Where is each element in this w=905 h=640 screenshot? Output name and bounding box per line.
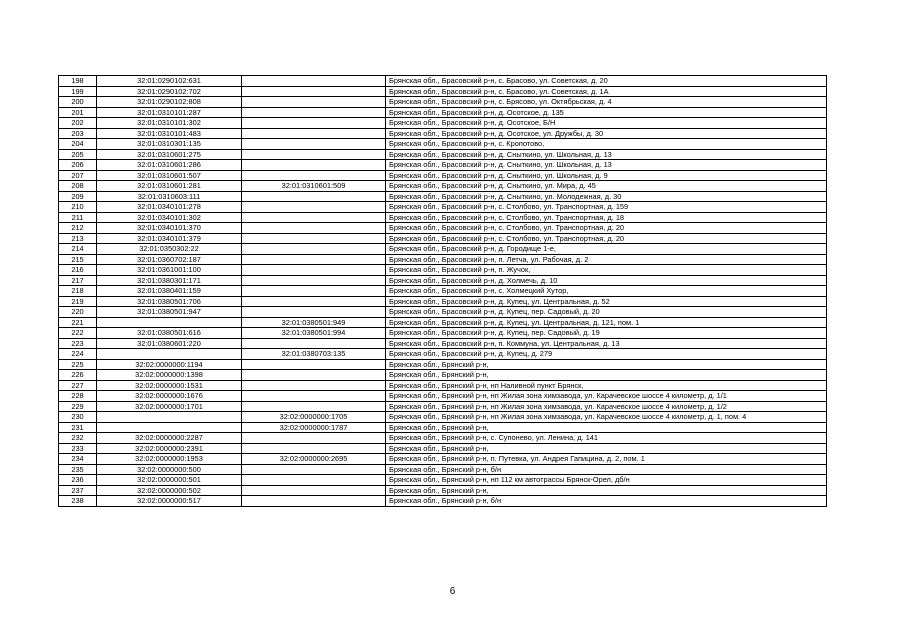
address-cell: Брянская обл., Брасовский р-н, д. Купец, ул. Центральная, д. 121, пом. 1: [386, 317, 827, 328]
row-number-cell: 200: [59, 97, 97, 108]
cadastral-number-cell: 32:01:0290102:808: [97, 97, 242, 108]
table-row: [59, 359, 827, 370]
address-cell: Брянская обл., Брасовский р-н, д. Купец, д. 279: [386, 349, 827, 360]
table-row: [59, 212, 827, 223]
cadastral-number-cell: 32:02:0000000:500: [97, 464, 242, 475]
linked-cadastral-number-cell: [242, 233, 386, 244]
address-cell: Брянская обл., Брасовский р-н, д. Сныткино, ул. Школьная, д. 9: [386, 170, 827, 181]
cadastral-number-cell: 32:01:0340101:302: [97, 212, 242, 223]
address-cell: Брянская обл., Брасовский р-н, д. Сныткино, ул. Школьная, д. 13: [386, 160, 827, 171]
linked-cadastral-number-cell: [242, 97, 386, 108]
table-row: [59, 464, 827, 475]
address-cell: Брянская обл., Брянский р-н, нп Жилая зона химзавода, ул. Карачевское шоссе 4 километр, д. 1, пом. 4: [386, 412, 827, 423]
table-row: [59, 380, 827, 391]
linked-cadastral-number-cell: [242, 139, 386, 150]
row-number-cell: 214: [59, 244, 97, 255]
linked-cadastral-number-cell: [242, 485, 386, 496]
cadastral-number-cell: 32:01:0360702:187: [97, 254, 242, 265]
row-number-cell: 233: [59, 443, 97, 454]
cadastral-number-cell: 32:02:0000000:1701: [97, 401, 242, 412]
cadastral-number-cell: 32:01:0380501:706: [97, 296, 242, 307]
linked-cadastral-number-cell: [242, 338, 386, 349]
address-cell: Брянская обл., Брянский р-н, нп Жилая зона химзавода, ул. Карачевское шоссе 4 километр, д. 1/1: [386, 391, 827, 402]
address-cell: Брянская обл., Брянский р-н, нп 112 км автотрассы Брянск-Орел, дб/н: [386, 475, 827, 486]
cadastral-number-cell: 32:02:0000000:517: [97, 496, 242, 507]
address-cell: Брянская обл., Брасовский р-н, д. Купец, ул. Центральная, д. 52: [386, 296, 827, 307]
linked-cadastral-number-cell: [242, 296, 386, 307]
cadastral-number-cell: 32:01:0310301:135: [97, 139, 242, 150]
row-number-cell: 202: [59, 118, 97, 129]
cadastral-number-cell: 32:01:0310601:507: [97, 170, 242, 181]
table-row: [59, 223, 827, 234]
table-row: [59, 349, 827, 360]
linked-cadastral-number-cell: 32:01:0310601:509: [242, 181, 386, 192]
row-number-cell: 198: [59, 76, 97, 87]
table-row: [59, 233, 827, 244]
table-row: [59, 412, 827, 423]
table-row: [59, 265, 827, 276]
address-cell: Брянская обл., Брянский р-н, п. Путевка, ул. Андрея Гапицина, д. 2, пом. 1: [386, 454, 827, 465]
cadastral-number-cell: 32:02:0000000:502: [97, 485, 242, 496]
linked-cadastral-number-cell: [242, 443, 386, 454]
row-number-cell: 206: [59, 160, 97, 171]
table-row: [59, 443, 827, 454]
linked-cadastral-number-cell: [242, 380, 386, 391]
address-cell: Брянская обл., Брянский р-н, б/н: [386, 496, 827, 507]
address-cell: Брянская обл., Брасовский р-н, п. Коммуна, ул. Центральная, д. 13: [386, 338, 827, 349]
row-number-cell: 203: [59, 128, 97, 139]
table-row: [59, 370, 827, 381]
cadastral-number-cell: 32:01:0340101:379: [97, 233, 242, 244]
address-cell: Брянская обл., Брасовский р-н, д. Сныткино, ул. Школьная, д. 13: [386, 149, 827, 160]
linked-cadastral-number-cell: 32:02:0000000:1787: [242, 422, 386, 433]
row-number-cell: 219: [59, 296, 97, 307]
linked-cadastral-number-cell: [242, 191, 386, 202]
linked-cadastral-number-cell: [242, 244, 386, 255]
table-row: [59, 317, 827, 328]
cadastral-number-cell: 32:02:0000000:1194: [97, 359, 242, 370]
cadastral-number-cell: 32:02:0000000:2287: [97, 433, 242, 444]
address-cell: Брянская обл., Брасовский р-н, п. Жучок,: [386, 265, 827, 276]
table-row: [59, 475, 827, 486]
row-number-cell: 205: [59, 149, 97, 160]
address-cell: Брянская обл., Брасовский р-н, с. Столбово, ул. Транспортная, д. 159: [386, 202, 827, 213]
row-number-cell: 216: [59, 265, 97, 276]
row-number-cell: 231: [59, 422, 97, 433]
linked-cadastral-number-cell: [242, 223, 386, 234]
cadastral-number-cell: 32:01:0310601:286: [97, 160, 242, 171]
address-cell: Брянская обл., Брасовский р-н, п. Летча, ул. Рабочая, д. 2: [386, 254, 827, 265]
table-row: [59, 422, 827, 433]
linked-cadastral-number-cell: [242, 107, 386, 118]
linked-cadastral-number-cell: [242, 307, 386, 318]
address-cell: Брянская обл., Брасовский р-н, д. Холмечь, д. 10: [386, 275, 827, 286]
table-row: [59, 160, 827, 171]
row-number-cell: 218: [59, 286, 97, 297]
row-number-cell: 212: [59, 223, 97, 234]
cadastral-number-cell: 32:01:0361001:100: [97, 265, 242, 276]
table-row: [59, 139, 827, 150]
address-cell: Брянская обл., Брасовский р-н, с. Брасово, ул. Советская, д. 1А: [386, 86, 827, 97]
row-number-cell: 222: [59, 328, 97, 339]
table-row: [59, 454, 827, 465]
address-cell: Брянская обл., Брянский р-н, нп Наливной пункт Брянск,: [386, 380, 827, 391]
linked-cadastral-number-cell: [242, 275, 386, 286]
table-row: [59, 328, 827, 339]
row-number-cell: 215: [59, 254, 97, 265]
row-number-cell: 238: [59, 496, 97, 507]
row-number-cell: 232: [59, 433, 97, 444]
row-number-cell: 228: [59, 391, 97, 402]
linked-cadastral-number-cell: [242, 391, 386, 402]
cadastral-number-cell: 32:02:0000000:1676: [97, 391, 242, 402]
cadastral-number-cell: [97, 317, 242, 328]
row-number-cell: 211: [59, 212, 97, 223]
row-number-cell: 199: [59, 86, 97, 97]
linked-cadastral-number-cell: [242, 254, 386, 265]
row-number-cell: 224: [59, 349, 97, 360]
address-cell: Брянская обл., Брасовский р-н, д. Осотское, Б/Н: [386, 118, 827, 129]
linked-cadastral-number-cell: [242, 370, 386, 381]
cadastral-number-cell: 32:01:0310101:483: [97, 128, 242, 139]
cadastral-number-cell: 32:01:0310603:111: [97, 191, 242, 202]
row-number-cell: 235: [59, 464, 97, 475]
address-cell: Брянская обл., Брасовский р-н, д. Сныткино, ул. Молодежная, д. 30: [386, 191, 827, 202]
cadastral-number-cell: 32:01:0310601:275: [97, 149, 242, 160]
row-number-cell: 208: [59, 181, 97, 192]
cadastral-number-cell: 32:01:0380501:947: [97, 307, 242, 318]
row-number-cell: 229: [59, 401, 97, 412]
table-row: [59, 485, 827, 496]
cadastral-number-cell: 32:02:0000000:1531: [97, 380, 242, 391]
table-row: [59, 202, 827, 213]
linked-cadastral-number-cell: [242, 149, 386, 160]
cadastral-number-cell: [97, 422, 242, 433]
table-row: [59, 149, 827, 160]
cadastral-number-cell: 32:02:0000000:1398: [97, 370, 242, 381]
cadastral-number-cell: 32:01:0310101:287: [97, 107, 242, 118]
address-cell: Брянская обл., Брянский р-н,: [386, 359, 827, 370]
linked-cadastral-number-cell: [242, 286, 386, 297]
linked-cadastral-number-cell: [242, 464, 386, 475]
cadastral-number-cell: 32:01:0350302:22: [97, 244, 242, 255]
address-cell: Брянская обл., Брянский р-н,: [386, 443, 827, 454]
address-cell: Брянская обл., Брянский р-н,: [386, 485, 827, 496]
row-number-cell: 226: [59, 370, 97, 381]
linked-cadastral-number-cell: [242, 202, 386, 213]
cadastral-number-cell: 32:02:0000000:1953: [97, 454, 242, 465]
address-cell: Брянская обл., Брасовский р-н, с. Столбово, ул. Транспортная, д. 20: [386, 223, 827, 234]
row-number-cell: 213: [59, 233, 97, 244]
table-row: [59, 107, 827, 118]
row-number-cell: 234: [59, 454, 97, 465]
row-number-cell: 237: [59, 485, 97, 496]
address-cell: Брянская обл., Брасовский р-н, д. Осотское, д. 135: [386, 107, 827, 118]
address-cell: Брянская обл., Брасовский р-н, с. Брасово, ул. Советская, д. 20: [386, 76, 827, 87]
row-number-cell: 220: [59, 307, 97, 318]
table-row: [59, 275, 827, 286]
table-row: [59, 254, 827, 265]
registry-table: [58, 75, 827, 507]
cadastral-number-cell: [97, 412, 242, 423]
row-number-cell: 207: [59, 170, 97, 181]
address-cell: Брянская обл., Брасовский р-н, д. Купец, пер. Садовый, д. 19: [386, 328, 827, 339]
linked-cadastral-number-cell: 32:02:0000000:1705: [242, 412, 386, 423]
linked-cadastral-number-cell: [242, 496, 386, 507]
address-cell: Брянская обл., Брасовский р-н, д. Городище 1-е,: [386, 244, 827, 255]
table-row: [59, 338, 827, 349]
row-number-cell: 210: [59, 202, 97, 213]
table-row: [59, 128, 827, 139]
cadastral-number-cell: 32:02:0000000:501: [97, 475, 242, 486]
address-cell: Брянская обл., Брянский р-н, нп Жилая зона химзавода, ул. Карачевское шоссе 4 километр, д. 1/2: [386, 401, 827, 412]
table-row: [59, 401, 827, 412]
table-row: [59, 191, 827, 202]
row-number-cell: 236: [59, 475, 97, 486]
linked-cadastral-number-cell: [242, 433, 386, 444]
address-cell: Брянская обл., Брянский р-н,: [386, 370, 827, 381]
row-number-cell: 225: [59, 359, 97, 370]
linked-cadastral-number-cell: [242, 76, 386, 87]
linked-cadastral-number-cell: 32:01:0380501:994: [242, 328, 386, 339]
table-row: [59, 391, 827, 402]
address-cell: Брянская обл., Брасовский р-н, с. Холмецкий Хутор,: [386, 286, 827, 297]
row-number-cell: 209: [59, 191, 97, 202]
table-row: [59, 496, 827, 507]
linked-cadastral-number-cell: [242, 86, 386, 97]
cadastral-number-cell: 32:01:0290102:631: [97, 76, 242, 87]
linked-cadastral-number-cell: [242, 401, 386, 412]
linked-cadastral-number-cell: [242, 160, 386, 171]
table-row: [59, 86, 827, 97]
cadastral-number-cell: 32:02:0000000:2391: [97, 443, 242, 454]
address-cell: Брянская обл., Брасовский р-н, с. Кропотово,: [386, 139, 827, 150]
linked-cadastral-number-cell: [242, 475, 386, 486]
row-number-cell: 201: [59, 107, 97, 118]
linked-cadastral-number-cell: 32:01:0380501:949: [242, 317, 386, 328]
row-number-cell: 223: [59, 338, 97, 349]
cadastral-number-cell: 32:01:0380401:159: [97, 286, 242, 297]
linked-cadastral-number-cell: [242, 212, 386, 223]
linked-cadastral-number-cell: [242, 118, 386, 129]
linked-cadastral-number-cell: [242, 170, 386, 181]
table-row: [59, 433, 827, 444]
address-cell: Брянская обл., Брянский р-н, с. Супонево, ул. Ленина, д. 141: [386, 433, 827, 444]
cadastral-number-cell: 32:01:0290102:702: [97, 86, 242, 97]
cadastral-number-cell: 32:01:0310101:302: [97, 118, 242, 129]
table-row: [59, 170, 827, 181]
linked-cadastral-number-cell: 32:02:0000000:2695: [242, 454, 386, 465]
cadastral-number-cell: [97, 349, 242, 360]
cadastral-number-cell: 32:01:0380301:171: [97, 275, 242, 286]
table-row: [59, 181, 827, 192]
page-number: 6: [449, 586, 456, 597]
address-cell: Брянская обл., Брасовский р-н, с. Столбово, ул. Транспортная, д. 20: [386, 233, 827, 244]
linked-cadastral-number-cell: 32:01:0380703:135: [242, 349, 386, 360]
cadastral-number-cell: 32:01:0380601:220: [97, 338, 242, 349]
table-row: [59, 286, 827, 297]
address-cell: Брянская обл., Брасовский р-н, д. Осотское, ул. Дружбы, д. 30: [386, 128, 827, 139]
linked-cadastral-number-cell: [242, 128, 386, 139]
row-number-cell: 230: [59, 412, 97, 423]
cadastral-number-cell: 32:01:0340101:370: [97, 223, 242, 234]
address-cell: Брянская обл., Брянский р-н,: [386, 422, 827, 433]
table-row: [59, 118, 827, 129]
registry-table-body: [59, 76, 827, 507]
table-row: [59, 307, 827, 318]
address-cell: Брянская обл., Брасовский р-н, с. Столбово, ул. Транспортная, д. 18: [386, 212, 827, 223]
cadastral-number-cell: 32:01:0380501:616: [97, 328, 242, 339]
row-number-cell: 227: [59, 380, 97, 391]
table-row: [59, 296, 827, 307]
address-cell: Брянская обл., Брасовский р-н, с. Брясово, ул. Октябрьская, д. 4: [386, 97, 827, 108]
row-number-cell: 221: [59, 317, 97, 328]
cadastral-number-cell: 32:01:0310601:281: [97, 181, 242, 192]
table-row: [59, 97, 827, 108]
address-cell: Брянская обл., Брасовский р-н, д. Сныткино, ул. Мира, д. 45: [386, 181, 827, 192]
address-cell: Брянская обл., Брасовский р-н, д. Купец, пер. Садовый, д. 20: [386, 307, 827, 318]
table-row: [59, 76, 827, 87]
row-number-cell: 204: [59, 139, 97, 150]
linked-cadastral-number-cell: [242, 265, 386, 276]
row-number-cell: 217: [59, 275, 97, 286]
table-row: [59, 244, 827, 255]
linked-cadastral-number-cell: [242, 359, 386, 370]
address-cell: Брянская обл., Брянский р-н, б/н: [386, 464, 827, 475]
cadastral-number-cell: 32:01:0340101:278: [97, 202, 242, 213]
